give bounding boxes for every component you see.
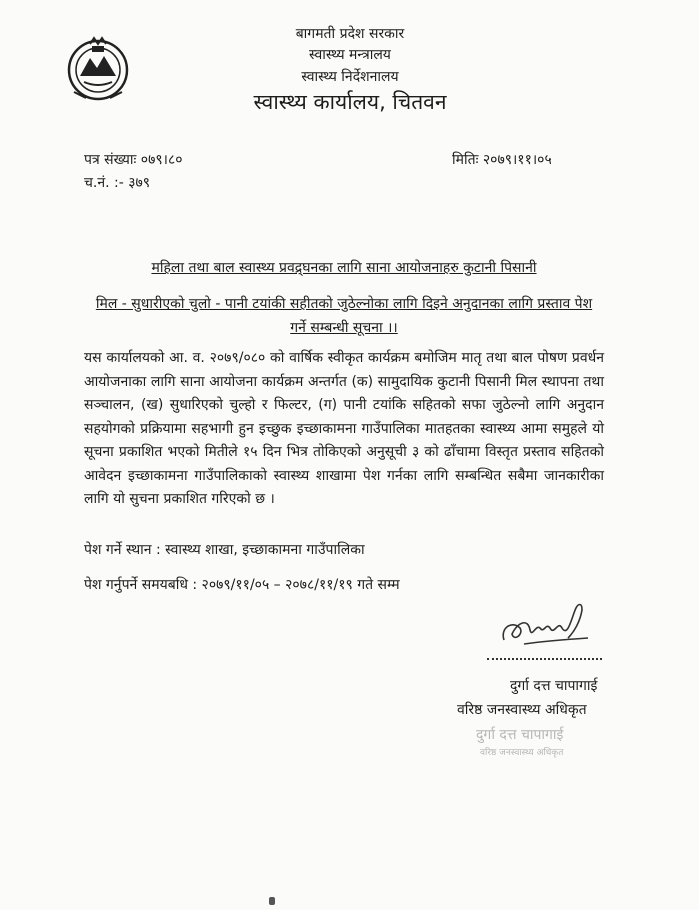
ministry-name: स्वास्थ्य मन्त्रालय [309, 47, 391, 63]
signatory-title: वरिष्ठ जनस्वास्थ्य अधिकृत [457, 702, 587, 718]
dispatch-number: च.नं. :- ३७९ [84, 175, 151, 191]
directorate-name: स्वास्थ्य निर्देशनालय [301, 69, 399, 85]
subject-line-1: महिला तथा बाल स्वास्थ्य प्रवद्र्घनका लागि साना आयोजनाहरु कुटानी पिसानी [151, 260, 537, 276]
scan-mark [269, 897, 275, 905]
government-name: बागमती प्रदेश सरकार [295, 26, 405, 42]
stamp-title: वरिष्ठ जनस्वास्थ्य अधिकृत [480, 748, 564, 758]
submission-place: पेश गर्ने स्थान : स्वास्थ्य शाखा, इच्छाकामना गाउँपालिका [84, 542, 365, 558]
subject-line-2: मिल - सुधारीएको चुलो - पानी टयांकी सहीतको जुठेल्नोका लागि दिइने अनुदानका लागि प्रस्ताव पेश [95, 296, 593, 312]
submission-period: पेश गर्नुपर्ने समयबधि : २०७९/११/०५ – २०७८/११/१९ गते सम्म [84, 577, 400, 593]
office-name: स्वास्थ्य कार्यालय, चितवन [253, 90, 447, 114]
stamp-name: दुर्गा दत्त चापागाई [476, 727, 564, 743]
notice-body: यस कार्यालयको आ. व. २०७९/०८० को वार्षिक स्वीकृत कार्यक्रम बमोजिम मातृ तथा बाल पोषण प्रवर्धन आयोजनाका लागि साना आयोजना कार्यक्रम अन्तर्गत (क) सामुदायिक कुटानी पिसानी मिल स्थापना तथा सञ्चालन, (ख) सुधारिएको चुल्हो र फिल्टर, (ग) पानी टयांकि सहितको सफा जुठेल्नो लागि अनुदान सहयोगको प्रक्रियामा सहभागी हुन इच्छुक इच्छाकामना गाउँपालिका मातहतका स्वास्थ्य आमा समुहले यो सूचना प्रकाशित भएको मितीले १५ दिन भित्र तोकिएको अनुसूची ३ को ढाँचामा विस्तृत प्रस्ताव सहितको आवेदन इच्छाकामना गाउँपालिकाको स्वास्थ्य शाखामा पेश गर्नका लागि सम्बन्धित सबैमा जानकारीका लागि यो सुचना प्रकाशित गरिएको छ । [84, 350, 604, 507]
signature [498, 598, 594, 656]
signatory-name: दुर्गा दत्त चापागाई [510, 678, 598, 694]
letter-date: मितिः २०७९।११।०५ [452, 152, 552, 168]
letter-number: पत्र संख्याः ०७९।८० [84, 152, 183, 168]
subject-line-3: गर्ने सम्बन्धी सूचना ।। [290, 320, 398, 336]
signature-line [487, 658, 602, 660]
